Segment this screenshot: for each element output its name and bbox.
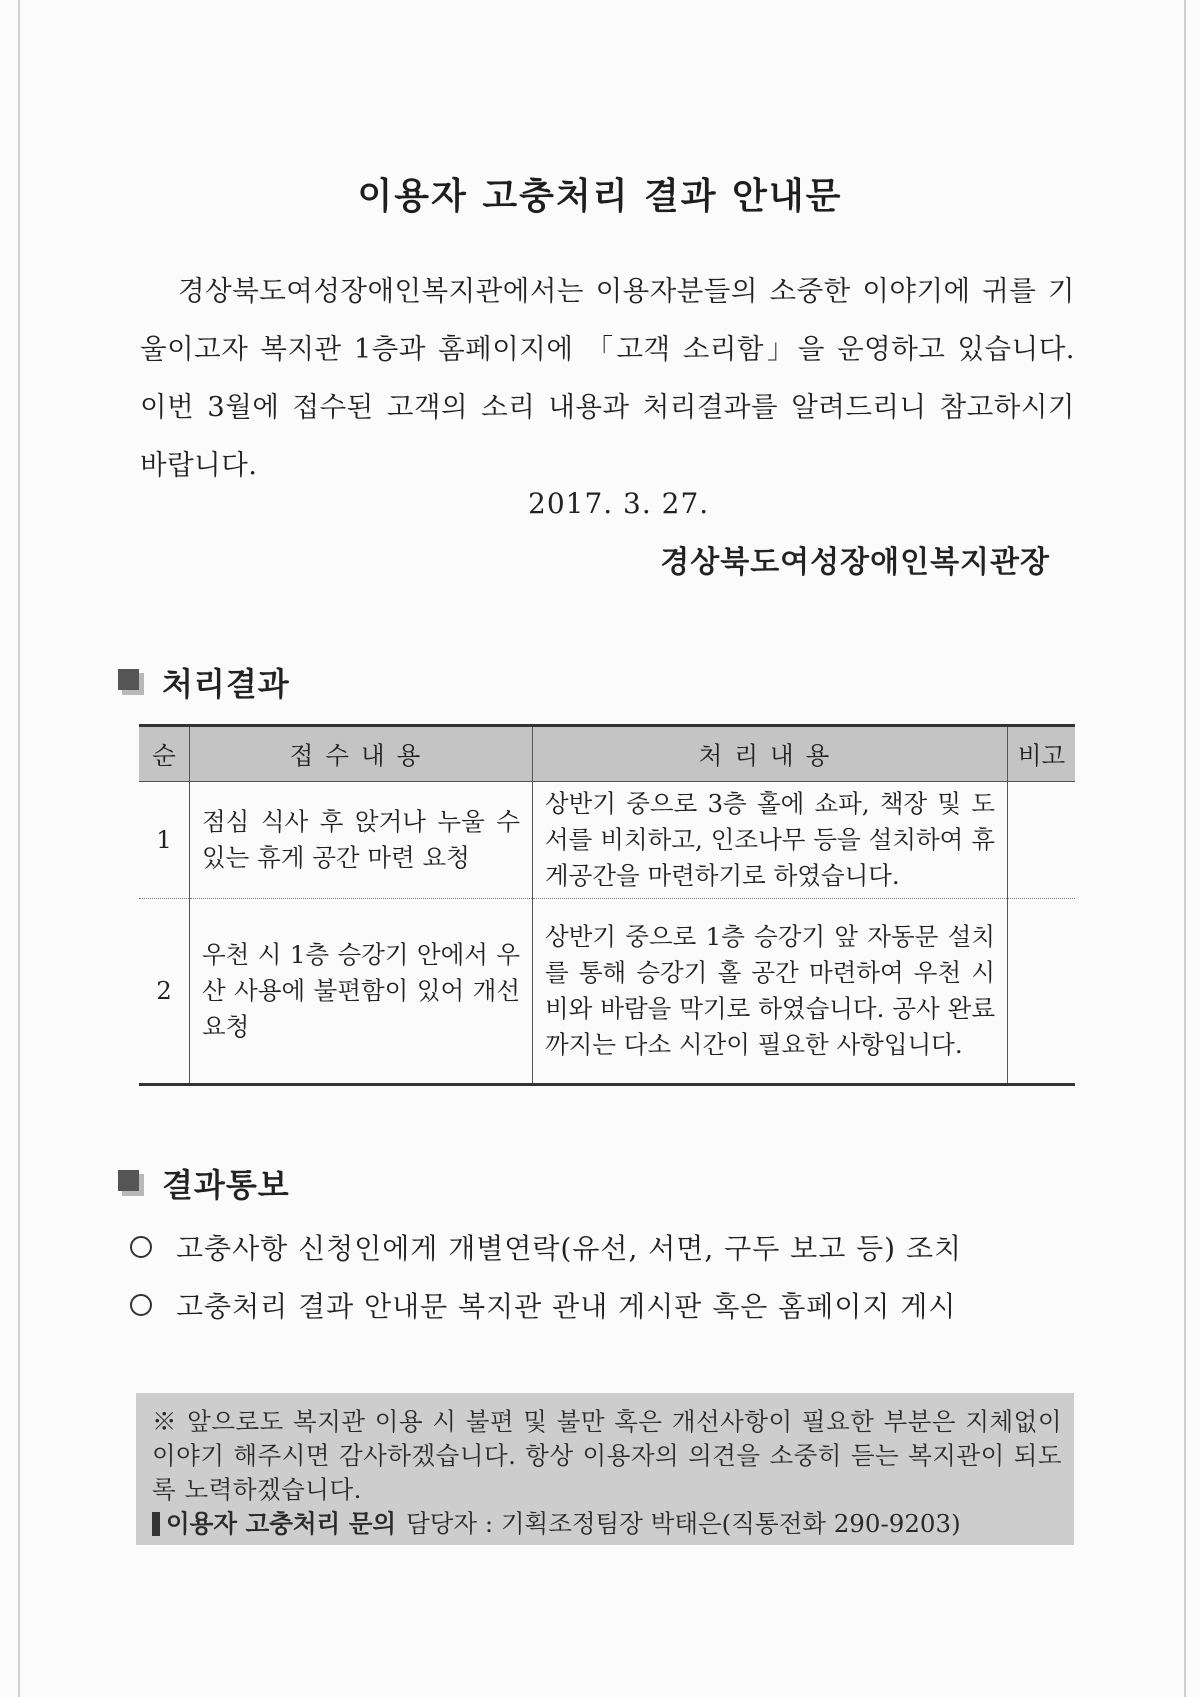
notify-heading: 결과통보 — [162, 1166, 290, 1204]
row-request: 점심 식사 후 앉거나 누울 수 있는 휴게 공간 마련 요청 — [190, 782, 533, 899]
page-title: 이용자 고충처리 결과 안내문 — [357, 176, 843, 217]
row-no: 1 — [139, 782, 190, 899]
row-no: 2 — [139, 899, 190, 1085]
header-no: 순 — [139, 726, 190, 782]
results-table — [139, 724, 1075, 1086]
note-box — [136, 1393, 1074, 1545]
table-row — [139, 782, 1075, 899]
table-row — [139, 899, 1075, 1085]
notify-list — [130, 1218, 962, 1334]
signer: 경상북도여성장애인복지관장 — [660, 545, 1050, 580]
results-heading: 처리결과 — [162, 665, 290, 703]
notice-date: 2017. 3. 27. — [528, 487, 710, 520]
list-item — [130, 1276, 962, 1334]
intro-paragraph — [140, 262, 1075, 494]
row-note — [1008, 899, 1076, 1085]
header-request: 접수내용 — [190, 726, 533, 782]
contact-line — [152, 1507, 1062, 1541]
table-header-row — [139, 726, 1075, 782]
circle-bullet-icon — [130, 1236, 152, 1258]
square-bullet-icon — [118, 669, 144, 695]
row-request: 우천 시 1층 승강기 안에서 우산 사용에 불편함이 있어 개선 요청 — [190, 899, 533, 1085]
header-process: 처리내용 — [533, 726, 1008, 782]
square-bullet-icon — [118, 1170, 144, 1196]
bar-bullet-icon — [152, 1512, 160, 1536]
list-item — [130, 1218, 962, 1276]
row-process: 상반기 중으로 3층 홀에 쇼파, 책장 및 도서를 비치하고, 인조나무 등을 설치하여 휴게공간을 마련하기로 하였습니다. — [533, 782, 1008, 899]
results-section-header — [118, 659, 290, 705]
header-note: 비고 — [1008, 726, 1076, 782]
circle-bullet-icon — [130, 1294, 152, 1316]
notify-item-text: 고충사항 신청인에게 개별연락(유선, 서면, 구두 보고 등) 조치 — [176, 1232, 963, 1265]
intro-text: 경상북도여성장애인복지관에서는 이용자분들의 소중한 이야기에 귀를 기울이고자 복지관 1층과 홈페이지에 「고객 소리함」을 운영하고 있습니다. 이번 3월에 접수된 고객의 소리 내용과 처리결과를 알려드리니 참고하시기 바랍니다. — [140, 275, 1075, 481]
notify-item-text: 고충처리 결과 안내문 복지관 관내 게시판 혹은 홈페이지 게시 — [176, 1290, 957, 1323]
notify-section-header — [118, 1160, 290, 1206]
scan-edge-left — [18, 0, 20, 1697]
scan-edge-right — [1184, 0, 1186, 1697]
note-text: ※ 앞으로도 복지관 이용 시 불편 및 불만 혹은 개선사항이 필요한 부분은 지체없이 이야기 해주시면 감사하겠습니다. 항상 이용자의 의견을 소중히 듣는 복지관이 되도록 노력하겠습니다. — [152, 1407, 1062, 1504]
row-process: 상반기 중으로 1층 승강기 앞 자동문 설치를 통해 승강기 홀 공간 마련하여 우천 시 비와 바람을 막기로 하였습니다. 공사 완료까지는 다소 시간이 필요한 사항입니다. — [533, 899, 1008, 1085]
row-note — [1008, 782, 1076, 899]
contact-detail: 담당자 : 기획조정팀장 박태은(직통전화 290-9203) — [406, 1509, 961, 1538]
contact-label: 이용자 고충처리 문의 — [166, 1509, 397, 1538]
